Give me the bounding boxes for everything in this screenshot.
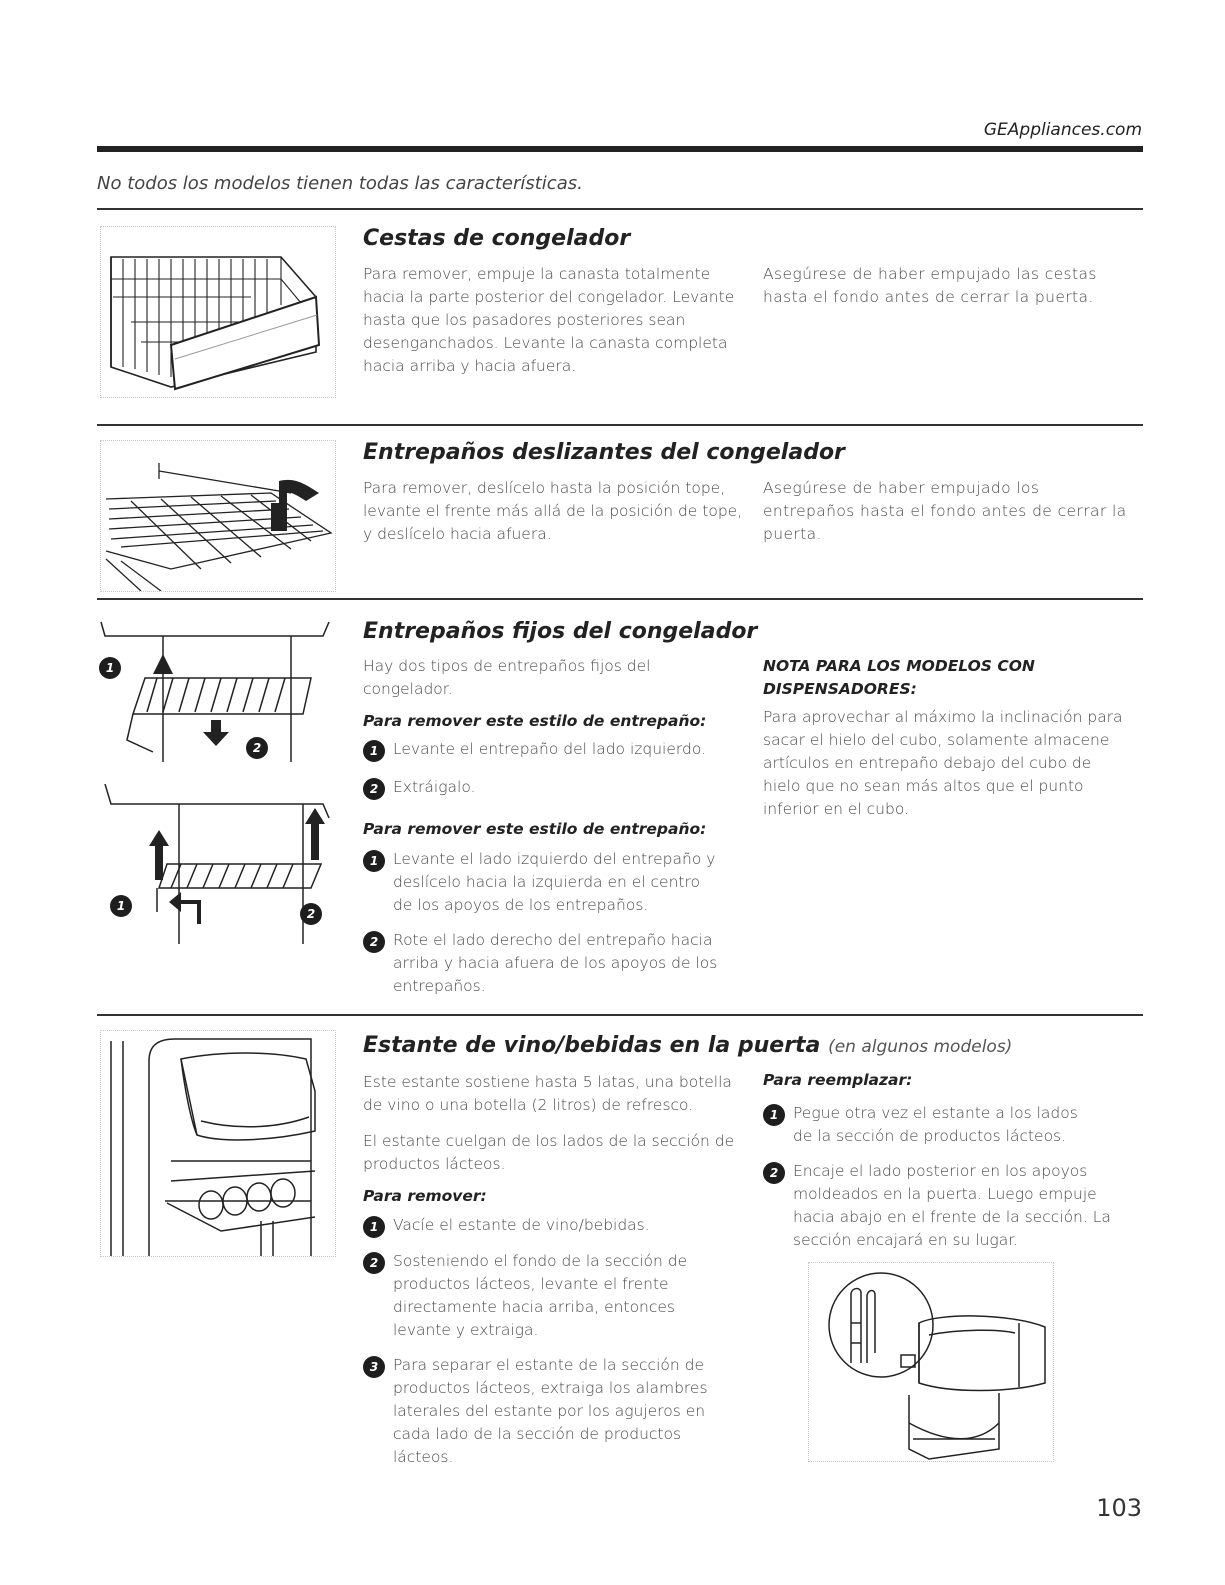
header-rule — [97, 146, 1143, 152]
list-item — [363, 1354, 733, 1469]
wine-subtitle: (en algunos modelos) — [828, 1037, 1013, 1057]
section-divider — [97, 424, 1143, 426]
dispenser-note-text: Para aprovechar al máximo la inclinación para sacar el hielo del cubo, solamente almacene artículos en entrepaño debajo del cubo de hielo que no sean más altos que el punto inferior en el cubo. — [763, 708, 1123, 818]
list-item — [363, 848, 733, 917]
step-2-badge-label: 2 — [252, 741, 262, 755]
list-item — [363, 1250, 733, 1342]
fixed-style1-heading: Para remover este estilo de entrepaño: — [363, 712, 707, 730]
step-1-badge: 1 — [363, 850, 385, 872]
step-2-badge: 2 — [363, 931, 385, 953]
wine-replace-steps — [763, 1102, 1123, 1252]
baskets-right-text: Asegúrese de haber empujado las cestas hasta el fondo antes de cerrar la puerta. — [763, 265, 1097, 306]
step-text: Para separar el estante de la sección de productos lácteos, extraiga los alambres laterales del estante por los agujeros en cada lado de la sección de productos lácteos. — [393, 1356, 708, 1466]
site-url: GEAppliances.com — [983, 120, 1142, 140]
list-item — [363, 776, 733, 800]
step-text: Pegue otra vez el estante a los lados de la sección de productos lácteos. — [793, 1104, 1078, 1145]
section-divider — [97, 598, 1143, 600]
step-2-badge: 2 — [363, 1252, 385, 1274]
wine-capacity-text: Este estante sostiene hasta 5 latas, una botella de vino o una botella (2 litros) de refresco. — [363, 1073, 732, 1114]
step-text: Extráigalo. — [393, 778, 476, 796]
step-1-badge-label: 1 — [105, 661, 115, 675]
baskets-left-text: Para remover, empuje la canasta totalmente hacia la parte posterior del congelador. Levante hasta que los pasadores posteriores sean desenganchados. Levante la canasta completa hacia arriba y hacia afuera. — [363, 265, 735, 375]
list-item — [763, 1102, 1123, 1148]
fixed-title: Entrepaños fijos del congelador — [363, 619, 758, 644]
step-1-badge: 1 — [363, 1216, 385, 1238]
list-item — [763, 1160, 1123, 1252]
step-text: Sosteniendo el fondo de la sección de productos lácteos, levante el frente directamente hacia arriba, entonces levante y extraiga. — [393, 1252, 688, 1339]
wine-remove-heading: Para remover: — [363, 1187, 487, 1205]
step-3-badge: 3 — [363, 1356, 385, 1378]
fixed-style2-heading: Para remover este estilo de entrepaño: — [363, 820, 707, 838]
fixed-shelf-style1-illustration — [97, 612, 337, 772]
step-text: Encaje el lado posterior en los apoyos moldeados en la puerta. Luego empuje hacia abajo en el frente de la sección. La sección encajará en su lugar. — [793, 1162, 1111, 1249]
step-2-badge: 2 — [763, 1162, 785, 1184]
freezer-basket-illustration — [100, 226, 336, 398]
step-2-badge-label: 2 — [306, 907, 316, 921]
wine-rack-door-illustration — [100, 1030, 336, 1257]
sliding-left-text: Para remover, deslícelo hasta la posición tope, levante el frente más allá de la posición de tope, y deslícelo hacia afuera. — [363, 479, 743, 543]
step-text: Levante el lado izquierdo del entrepaño y deslícelo hacia la izquierda en el centro de los apoyos de los entrepaños. — [393, 850, 716, 914]
wine-title-text: Estante de vino/bebidas en la puerta — [363, 1033, 821, 1058]
wine-title — [363, 1033, 1012, 1058]
intro-note: No todos los modelos tienen todas las características. — [97, 173, 583, 194]
list-item — [363, 929, 733, 998]
step-1-badge: 1 — [763, 1104, 785, 1126]
wine-hang-text: El estante cuelgan de los lados de la sección de productos lácteos. — [363, 1132, 735, 1173]
fixed-style2-steps — [363, 848, 733, 998]
fixed-intro-text: Hay dos tipos de entrepaños fijos del congelador. — [363, 657, 651, 698]
section-divider — [97, 1014, 1143, 1016]
step-2-badge: 2 — [363, 778, 385, 800]
step-text: Rote el lado derecho del entrepaño hacia arriba y hacia afuera de los apoyos de los entrepaños. — [393, 931, 718, 995]
page-number: 103 — [1096, 1494, 1142, 1522]
step-text: Levante el entrepaño del lado izquierdo. — [393, 740, 706, 758]
wine-remove-steps — [363, 1214, 733, 1469]
dispenser-note-heading: NOTA PARA LOS MODELOS CON DISPENSADORES: — [763, 657, 1035, 698]
sliding-shelf-illustration — [100, 440, 336, 592]
sliding-right-text: Asegúrese de haber empujado los entrepaños hasta el fondo antes de cerrar la puerta. — [763, 479, 1127, 543]
wine-rack-reinstall-illustration — [808, 1262, 1054, 1462]
step-text: Vacíe el estante de vino/bebidas. — [393, 1216, 650, 1234]
section-divider — [97, 208, 1143, 210]
list-item — [363, 1214, 733, 1238]
sliding-title: Entrepaños deslizantes del congelador — [363, 440, 845, 465]
step-1-badge: 1 — [363, 740, 385, 762]
wine-replace-heading: Para reemplazar: — [763, 1071, 913, 1089]
step-1-badge-label: 1 — [116, 899, 126, 913]
baskets-title: Cestas de congelador — [363, 226, 631, 251]
list-item — [363, 738, 733, 762]
fixed-style1-steps — [363, 738, 733, 800]
fixed-shelf-style2-illustration — [97, 784, 337, 949]
